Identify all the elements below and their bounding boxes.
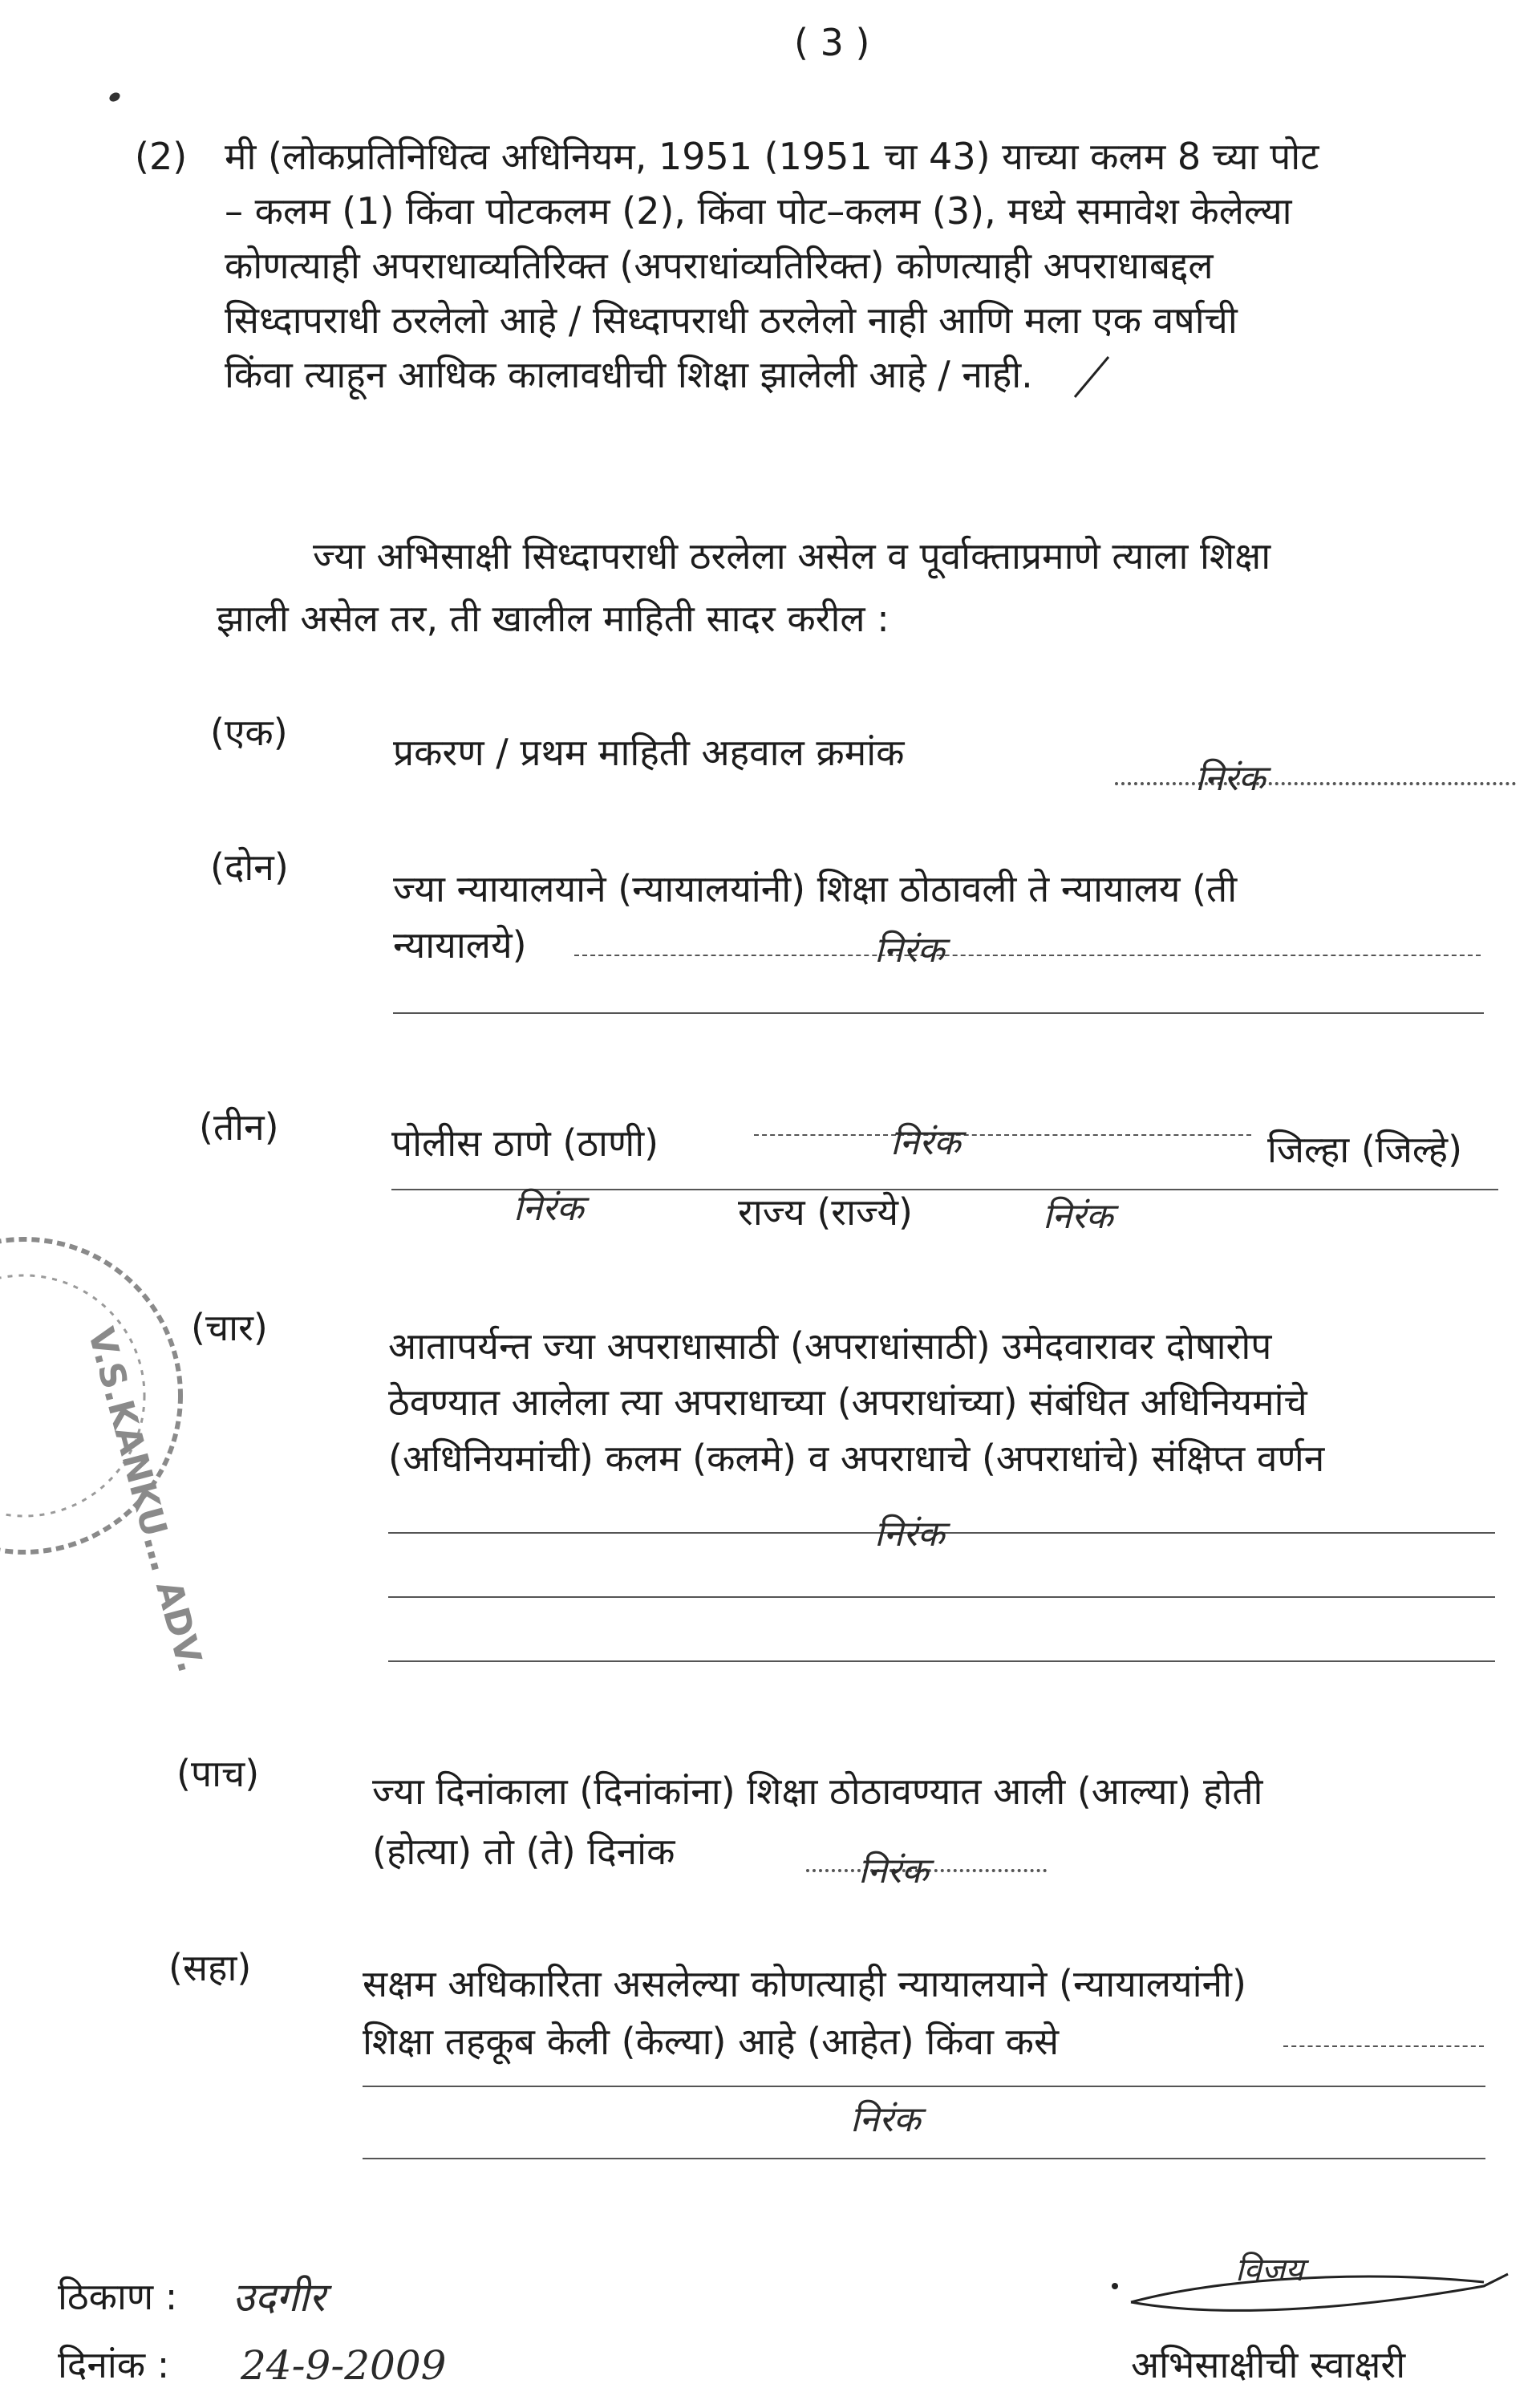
signature-drawing [1107, 2230, 1524, 2334]
date-label: दिनांक : [58, 2343, 170, 2386]
item4-value: निरंक [874, 1514, 945, 1555]
date-value: 24-9-2009 [241, 2342, 447, 2389]
strike-through-mark [1067, 353, 1115, 401]
item6-line-c [363, 2158, 1485, 2159]
para2-marker: (2) [135, 135, 188, 178]
signature-caption: अभिसाक्षीची स्वाक्षरी [1131, 2343, 1406, 2386]
item1-label: प्रकरण / प्रथम माहिती अहवाल क्रमांक [393, 731, 905, 774]
item6-line1: सक्षम अधिकारिता असलेल्या कोणत्याही न्यायालयाने (न्यायालयांनी) [363, 1962, 1246, 2005]
signature [1107, 2230, 1524, 2334]
item6-line2: शिक्षा तहकूब केली (केल्या) आहे (आहेत) किंवा कसे [363, 2020, 1060, 2063]
place-label: ठिकाण : [58, 2275, 178, 2318]
item6-line-b [363, 2086, 1485, 2087]
para2-line: – कलम (1) किंवा पोटकलम (2), किंवा पोट–कलम (3), मध्ये समावेश केलेल्या [225, 189, 1292, 233]
place-value: उदगीर [233, 2274, 326, 2321]
item3-state-value: निरंक [1043, 1196, 1113, 1237]
item5-marker: (पाच) [176, 1752, 260, 1795]
item1-marker: (एक) [210, 711, 288, 754]
item3-state-label: राज्य (राज्ये) [738, 1190, 913, 1234]
stray-ink-mark [107, 91, 121, 103]
item3-police-value: निरंक [890, 1122, 961, 1163]
intro-line: झाली असेल तर, ती खालील माहिती सादर करील : [217, 597, 890, 640]
item3-marker: (तीन) [199, 1105, 279, 1149]
item5-line1: ज्या दिनांकाला (दिनांकांना) शिक्षा ठोठावण्यात आली (आल्या) होती [372, 1770, 1263, 1813]
item4-marker: (चार) [191, 1306, 268, 1349]
para2-body [225, 130, 1516, 403]
item3-police-line [754, 1134, 1251, 1136]
item2-value: निरंक [874, 930, 945, 971]
item5-line2: (होत्या) तो (ते) दिनांक [372, 1830, 675, 1873]
item1-value: निरंक [1195, 758, 1266, 799]
item4-line1: आतापर्यन्त ज्या अपराधासाठी (अपराधांसाठी) उमेदवारावर दोषारोप [388, 1324, 1272, 1368]
page-number: ( 3 ) [794, 21, 870, 64]
para2-line: मी (लोकप्रतिनिधित्व अधिनियम, 1951 (1951 चा 43) याच्या कलम 8 च्या पोट [225, 135, 1319, 178]
item4-line3: (अधिनियमांची) कलम (कलमे) व अपराधाचे (अपराधांचे) संक्षिप्त वर्णन [388, 1437, 1325, 1480]
item1-dotted-line [1115, 782, 1516, 785]
item4-line-b [388, 1596, 1495, 1598]
item3-district-label: जिल्हा (जिल्हे) [1267, 1128, 1463, 1171]
item2-marker: (दोन) [210, 845, 289, 889]
item5-value: निरंक [858, 1851, 929, 1891]
item6-marker: (सहा) [168, 1946, 252, 1989]
item3-district-value: निरंक [513, 1188, 584, 1229]
intro-line: ज्या अभिसाक्षी सिध्दापराधी ठरलेला असेल व पूर्वाक्ताप्रमाणे त्याला शिक्षा [313, 534, 1271, 578]
item2-line1: ज्या न्यायालयाने (न्यायालयांनी) शिक्षा ठोठावली ते न्यायालय (ती [393, 867, 1238, 910]
item6-line-a [1283, 2045, 1484, 2047]
stamp-text: V.S.KANKU… ADV. [79, 1323, 212, 1677]
item2-line-b [393, 1012, 1484, 1014]
item4-line-c [388, 1660, 1495, 1662]
item6-value: निरंक [850, 2099, 921, 2140]
advocate-stamp [0, 1171, 212, 1677]
item2-line2: न्यायालये) [393, 923, 527, 967]
para2-line: कोणत्याही अपराधाव्यतिरिक्त (अपराधांव्यतिरिक्त) कोणत्याही अपराधाबद्दल [225, 244, 1214, 287]
para2-line: सिध्दापराधी ठरलेलो आहे / सिध्दापराधी ठरलेलो नाही आणि मला एक वर्षाची [225, 298, 1238, 342]
item2-line-a [574, 955, 1481, 956]
signature-mark: विजय [1235, 2252, 1304, 2289]
item3-police-label: पोलीस ठाणे (ठाणी) [391, 1121, 659, 1165]
item4-line2: ठेवण्यात आलेला त्या अपराधाच्या (अपराधांच्या) संबंधित अधिनियमांचे [388, 1380, 1307, 1424]
para2-line: किंवा त्याहून आधिक कालावधीची शिक्षा झालेली आहे / नाही. [225, 353, 1033, 396]
